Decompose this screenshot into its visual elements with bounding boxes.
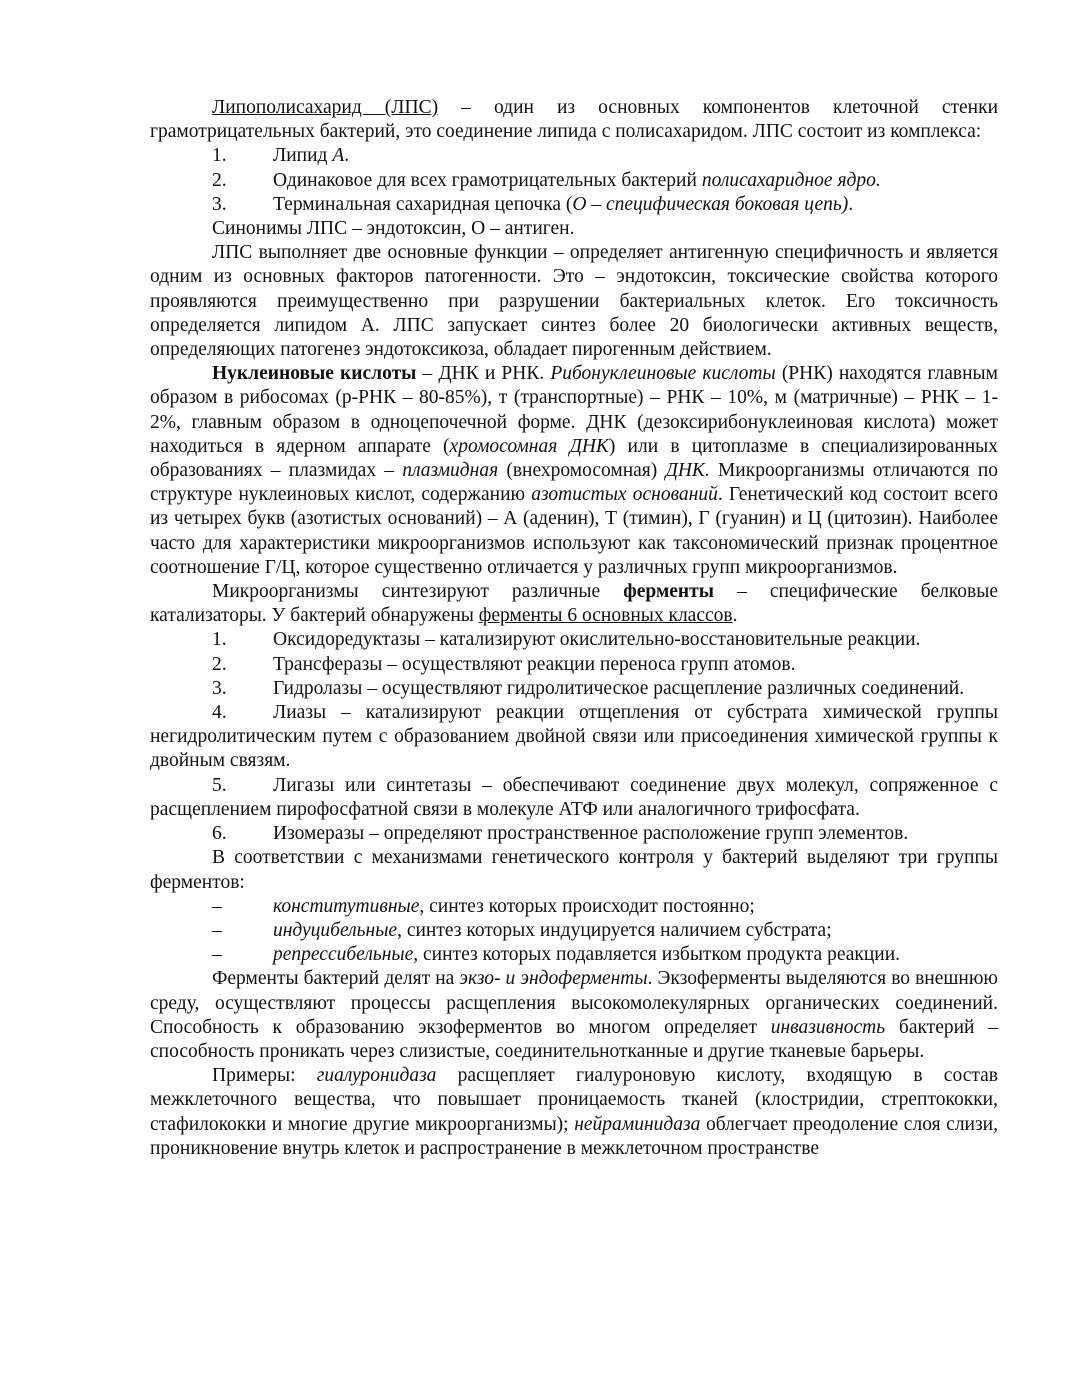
enzymes-term: ферменты [623, 581, 714, 603]
enzyme-list-item: 2. Трансферазы – осуществляют реакции переноса групп атомов. [150, 653, 998, 677]
nucleic-acids-paragraph: Нуклеиновые кислоты – ДНК и РНК. Рибонуклеиновые кислоты (РНК) находятся главным образом в рибосомах (р-РНК – 80-85%), т (транспортные) – РНК – 10%, м (матричные) – РНК – 1-2%, главным образом в одноцепочечной форме. ДНК (дезоксирибонуклеиновая кислота) может находиться в ядерном аппарате (хромосомная ДНК) или в цитоплазме в специализированных образованиях – плазмидах – плазмидная (внехромосомная) ДНК. Микроорганизмы отличаются по структуре нуклеиновых кислот, содержанию азотистых оснований. Генетический код состоит всего из четырех букв (азотистых оснований) – А (аденин), Т (тимин), Г (гуанин) и Ц (цитозин). Наиболее часто для характеристики микроорганизмов используют как таксономический признак процентное соотношение Г/Ц, которое существенно отличается у различных групп микроорганизмов. [150, 363, 999, 578]
list-number: 3. [212, 677, 227, 699]
enzyme-group-item: – индуцибельные, синтез которых индуцируется наличием субстрата; [150, 919, 998, 943]
list-number: 1. [212, 629, 227, 651]
genetic-control-paragraph: В соответствии с механизмами генетического контроля у бактерий выделяют три группы ферментов: [150, 847, 998, 893]
lps-paragraph [150, 96, 998, 144]
document-page [150, 96, 998, 1161]
list-number: 2. [212, 169, 227, 191]
enzyme-list-item: 3. Гидролазы – осуществляют гидролитическое расщепление различных соединений. [150, 677, 998, 701]
enzyme-list-item: 5. Лигазы или синтетазы – обеспечивают соединение двух молекул, сопряженное с расщеплением пирофосфатной связи в молекуле АТФ или аналогичного трифосфата. [150, 774, 998, 820]
enzyme-classes-link: ферменты 6 основных классов [478, 605, 733, 627]
lps-text: – один из основных компонентов клеточной стенки грамотрицательных бактерий, это соединение липида с полисахаридом. ЛПС состоит из комплекса: [150, 97, 999, 143]
list-number: 3. [212, 193, 227, 215]
list-dash: – [212, 895, 222, 917]
list-dash: – [212, 944, 222, 966]
list-number: 4. [212, 702, 227, 724]
list-number: 5. [212, 774, 227, 796]
nucleic-term: Нуклеиновые кислоты [212, 363, 417, 385]
lps-list-item: 3. Терминальная сахаридная цепочка (О – специфическая боковая цепь). [150, 193, 998, 217]
enzyme-list-item: 6. Изомеразы – определяют пространственное расположение групп элементов. [150, 822, 998, 846]
synonyms-paragraph: Синонимы ЛПС – эндотоксин, О – антиген. [212, 218, 575, 240]
enzyme-list-item: 4. Лиазы – катализируют реакции отщепления от субстрата химической группы негидролитическим путем с образованием двойной связи или присоединения химической группы к двойным связям. [150, 702, 998, 772]
enzymes-paragraph: Микроорганизмы синтезируют различные ферменты – специфические белковые катализаторы. У бактерий обнаружены ферменты 6 основных классов. [150, 581, 998, 627]
lps-list-item: 1. Липид А. [150, 144, 998, 168]
lps-term: Липополисахарид (ЛПС) [212, 97, 439, 118]
enzyme-group-item: – конститутивные, синтез которых происходит постоянно; [150, 895, 998, 919]
enzyme-list-item: 1. Оксидоредуктазы – катализируют окислительно-восстановительные реакции. [150, 628, 998, 652]
exoenzymes-paragraph: Ферменты бактерий делят на экзо- и эндоферменты. Экзоферменты выделяются во внешнюю среду, осуществляют процессы расщепления высокомолекулярных органических соединений. Способность к образованию экзоферментов во многом определяет инвазивность бактерий – способность проникать через слизистые, соединительнотканные и другие тканевые барьеры. [150, 968, 999, 1062]
list-dash: – [212, 919, 222, 941]
lps-list-item: 2. Одинаковое для всех грамотрицательных бактерий полисахаридное ядро. [150, 169, 998, 193]
list-number: 6. [212, 823, 227, 845]
examples-paragraph: Примеры: гиалуронидаза расщепляет гиалуроновую кислоту, входящую в состав межклеточного вещества, что повышает проницаемость тканей (клостридии, стрептококки, стафилококки и многие другие микроорганизмы); нейраминидаза облегчает преодоление слоя слизи, проникновение внутрь клеток и распространение в межклеточном пространстве [150, 1065, 998, 1159]
list-number: 1. [212, 145, 227, 167]
lps-functions-paragraph: ЛПС выполняет две основные функции – определяет антигенную специфичность и является одним из основных факторов патогенности. Это – эндотоксин, токсические свойства которого проявляются преимущественно при разрушении бактериальных клеток. Его токсичность определяется липидом А. ЛПС запускает синтез более 20 биологически активных веществ, определяющих патогенез эндотоксикоза, обладает пирогенным действием. [150, 242, 998, 361]
list-number: 2. [212, 653, 227, 675]
enzyme-group-item: – репрессибельные, синтез которых подавляется избытком продукта реакции. [150, 943, 998, 967]
